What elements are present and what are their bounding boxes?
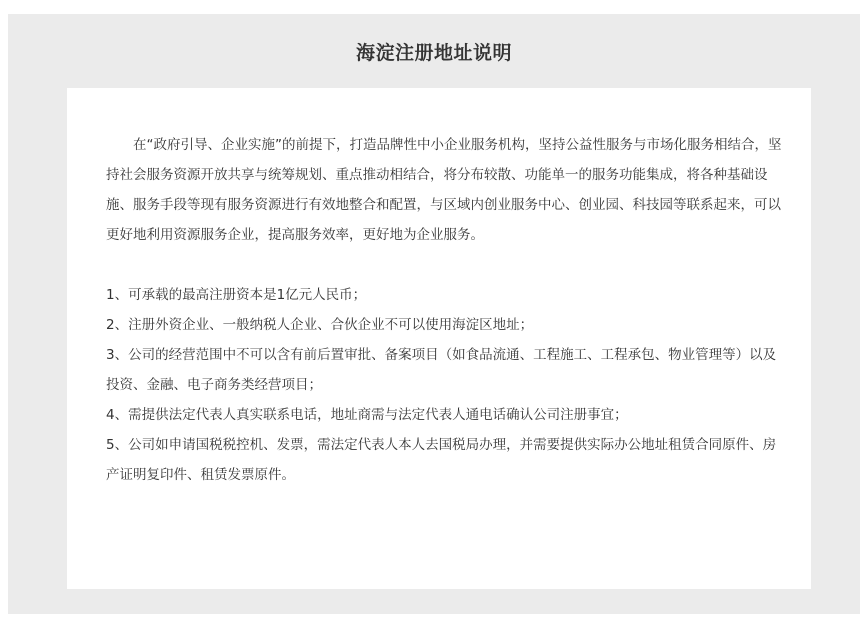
content-body	[106, 130, 786, 490]
page-panel	[8, 14, 860, 614]
content-card	[67, 88, 811, 589]
rule-item-4: 4、需提供法定代表人真实联系电话，地址商需与法定代表人通电话确认公司注册事宜；	[106, 407, 628, 423]
page-title: 海淀注册地址说明	[355, 42, 512, 64]
intro-paragraph: 在“政府引导、企业实施”的前提下，打造品牌性中小企业服务机构，坚持公益性服务与市场化服务相结合，坚持社会服务资源开放共享与统筹规划、重点推动相结合，将分布较散、功能单一的服务功能集成，将各种基础设施、服务手段等现有服务资源进行有效地整合和配置，与区域内创业服务中心、创业园、科技园等联系起来，可以更好地利用资源服务企业，提高服务效率，更好地为企业服务。	[106, 137, 782, 243]
rule-item-3: 3、公司的经营范围中不可以含有前后置审批、备案项目（如食品流通、工程施工、工程承包、物业管理等）以及投资、金融、电子商务类经营项目；	[106, 347, 777, 393]
rule-item-2: 2、注册外资企业、一般纳税人企业、合伙企业不可以使用海淀区地址；	[106, 317, 534, 333]
rule-item-1: 1、可承载的最高注册资本是1亿元人民币；	[106, 287, 367, 303]
rules-list	[106, 280, 786, 490]
rule-item-5: 5、公司如申请国税税控机、发票，需法定代表人本人去国税局办理，并需要提供实际办公地址租赁合同原件、房产证明复印件、租赁发票原件。	[106, 437, 777, 483]
